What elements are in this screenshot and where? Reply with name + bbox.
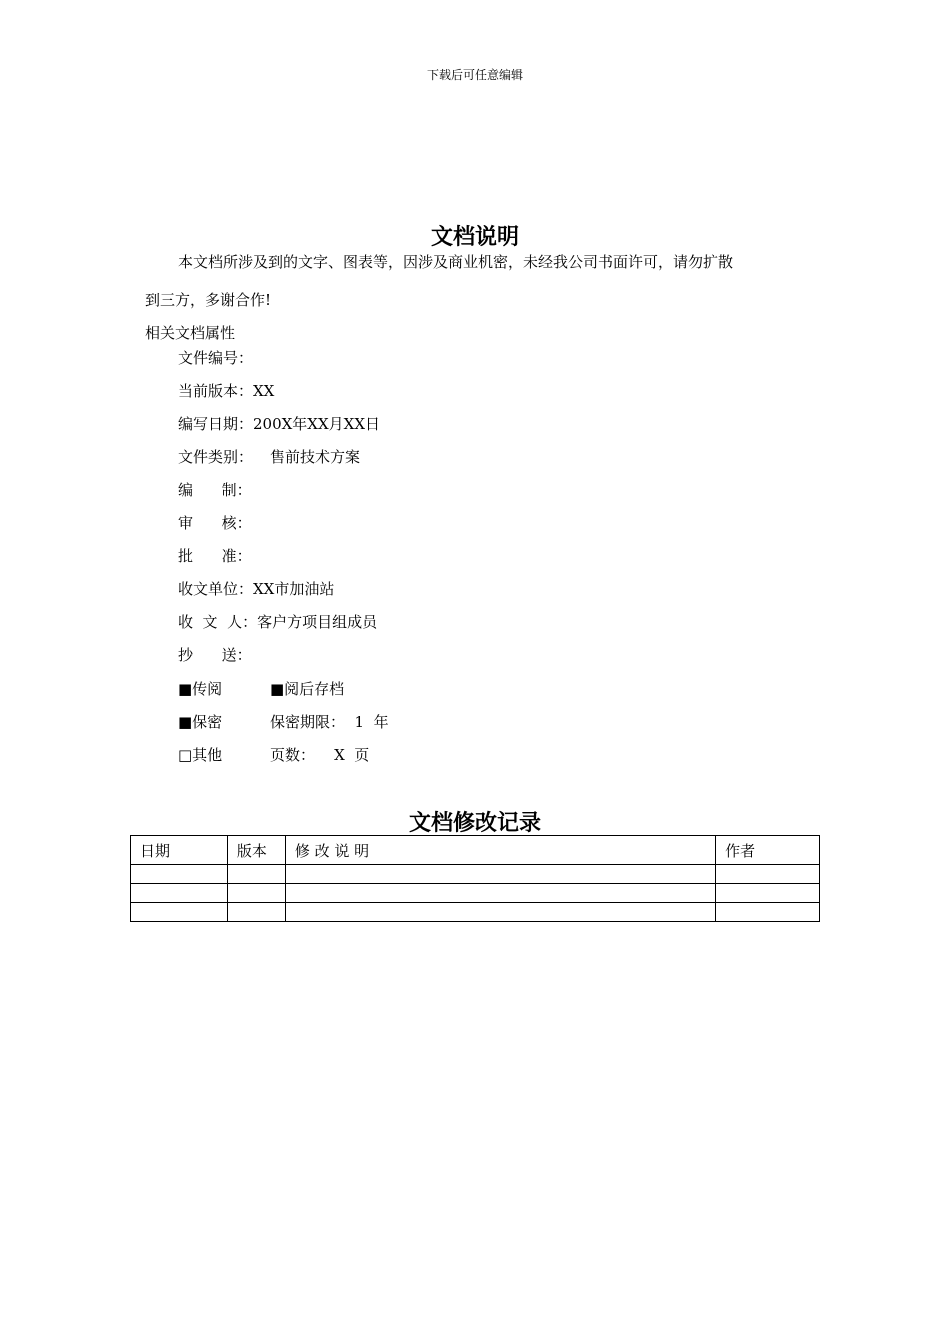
- table-cell: [285, 865, 715, 884]
- cc: 抄 送：: [178, 646, 252, 664]
- circulate-option: ■传阅: [178, 680, 223, 698]
- header-description: 修 改 说 明: [285, 836, 715, 865]
- recipient: 收 文 人：客户方项目组成员: [178, 613, 378, 631]
- table-cell: [227, 884, 285, 903]
- file-category-label: 文件类别：: [178, 448, 254, 466]
- confidential-period: 保密期限： 1 年: [270, 713, 389, 731]
- file-number: 文件编号：: [178, 349, 254, 367]
- table-cell: [285, 903, 715, 922]
- file-category: [178, 446, 361, 467]
- reviewer: 审 核：: [178, 514, 252, 532]
- write-date: 编写日期：200X年XX月XX日: [178, 415, 381, 433]
- confidential-option: ■保密: [178, 713, 223, 731]
- table-cell: [131, 865, 228, 884]
- table-cell: [131, 884, 228, 903]
- header-date: 日期: [131, 836, 228, 865]
- archive-option: ■阅后存档: [270, 680, 345, 698]
- table-cell: [716, 884, 820, 903]
- page-count: 页数： X 页: [270, 746, 370, 764]
- file-category-value: 售前技术方案: [270, 448, 361, 466]
- intro-line-1: 本文档所涉及到的文字、图表等，因涉及商业机密，未经我公司书面许可，请勿扩散: [178, 253, 734, 271]
- header-note: 下载后可任意编辑: [426, 68, 523, 82]
- table-cell: [131, 903, 228, 922]
- table-cell: [716, 865, 820, 884]
- approver: 批 准：: [178, 547, 252, 565]
- table-cell: [285, 884, 715, 903]
- other-option: □其他: [178, 746, 223, 764]
- table-cell: [227, 903, 285, 922]
- properties-heading: 相关文档属性: [145, 324, 236, 342]
- confidential-row: [178, 711, 389, 732]
- page-title: 文档说明: [430, 225, 519, 250]
- table-row: [131, 884, 820, 903]
- table-row: [131, 903, 820, 922]
- header-version: 版本: [227, 836, 285, 865]
- distribution-row: [178, 678, 345, 699]
- table-cell: [227, 865, 285, 884]
- table-cell: [716, 903, 820, 922]
- revision-title: 文档修改记录: [408, 811, 541, 836]
- recipient-unit: 收文单位：XX市加油站: [178, 580, 335, 598]
- current-version: 当前版本：XX: [178, 382, 275, 400]
- header-author: 作者: [716, 836, 820, 865]
- compiler: 编 制：: [178, 481, 252, 499]
- table-row: [131, 865, 820, 884]
- revision-header-row: [131, 836, 820, 865]
- other-row: [178, 744, 370, 765]
- intro-line-2: 到三方，多谢合作!: [145, 291, 272, 309]
- revision-table: [130, 835, 820, 922]
